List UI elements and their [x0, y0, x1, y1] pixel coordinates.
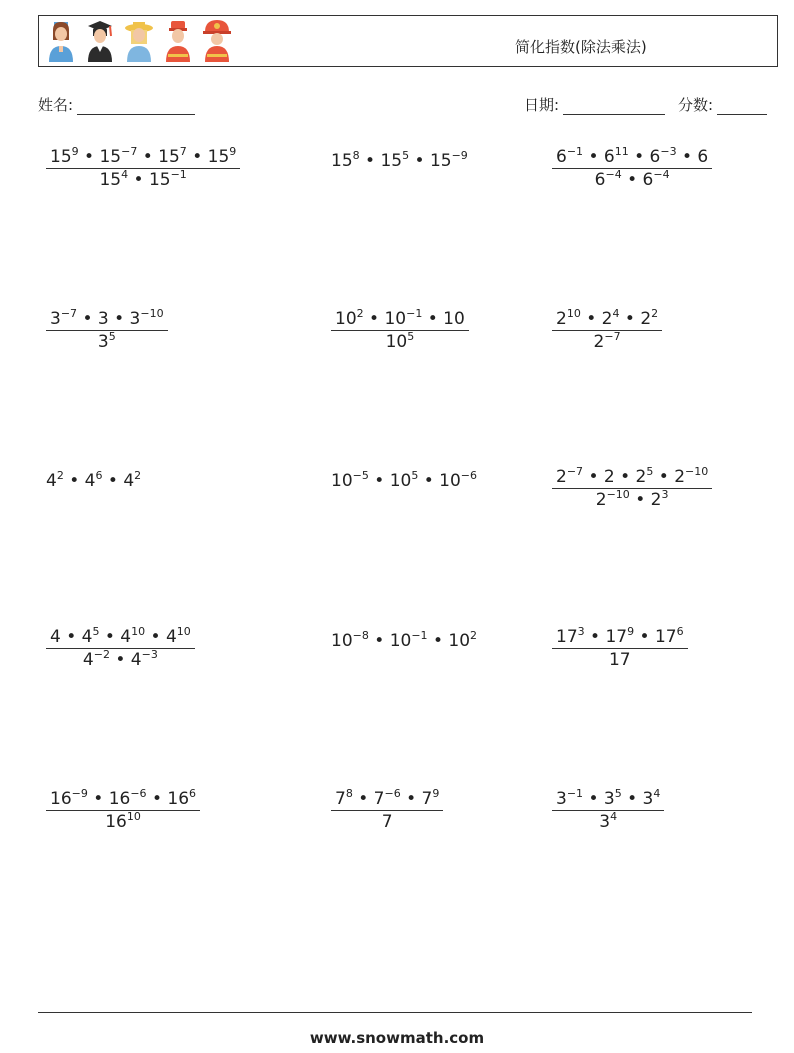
footer-url[interactable]: www.snowmath.com [309, 1029, 485, 1047]
date-line[interactable] [563, 98, 665, 115]
page-title: 简化指数(除法乘法) [515, 38, 647, 56]
problem-7: $4^2$ • $4^6$ • $4^2$ [46, 469, 142, 491]
header-box [38, 15, 778, 67]
problem-2: $15^8$ • $15^5$ • $15^{-9}$ [331, 149, 468, 171]
score-label: 分数: [678, 96, 714, 114]
problem-12: $\frac{17^3 • 17^9 • 17^6}{17}$ [552, 626, 688, 671]
problem-13: $\frac{16^{-9} • 16^{-6} • 16^6}{16^{10}}$ [46, 788, 200, 833]
graduate-icon [84, 18, 116, 64]
problem-1: $\frac{15^9 • 15^{-7} • 15^7 • 15^9}{15^4 • 15^{-1}}$ [46, 146, 240, 191]
problem-15: $\frac{3^{-1} • 3^5 • 3^4}{3^4}$ [552, 788, 664, 833]
name-field [38, 94, 195, 115]
problem-5: $\frac{10^2 • 10^{-1} • 10}{10^5}$ [331, 308, 469, 353]
problem-8: $10^{-5}$ • $10^5$ • $10^{-6}$ [331, 469, 478, 491]
date-field [524, 94, 665, 115]
score-line[interactable] [717, 98, 767, 115]
firefighter-helmet-icon [201, 18, 233, 64]
nurse-icon [45, 18, 77, 64]
name-line[interactable] [77, 98, 195, 115]
date-label: 日期: [524, 96, 560, 114]
problem-14: $\frac{7^8 • 7^{-6} • 7^9}{7}$ [331, 788, 443, 833]
problem-4: $\frac{3^{-7} • 3 • 3^{-10}}{3^5}$ [46, 308, 168, 353]
problem-11: $10^{-8}$ • $10^{-1}$ • $10^2$ [331, 629, 478, 651]
farmer-icon [123, 18, 155, 64]
score-field [678, 94, 767, 115]
footer-divider [38, 1012, 752, 1013]
problem-10: $\frac{4 • 4^5 • 4^{10} • 4^{10}}{4^{-2} • 4^{-3}}$ [46, 626, 195, 671]
name-label: 姓名: [38, 96, 74, 114]
avatar-row [45, 18, 233, 66]
problem-6: $\frac{2^{10} • 2^4 • 2^2}{2^{-7}}$ [552, 308, 662, 353]
firefighter-icon [162, 18, 194, 64]
problem-9: $\frac{2^{-7} • 2 • 2^5 • 2^{-10}}{2^{-10} • 2^3}$ [552, 466, 712, 511]
problem-3: $\frac{6^{-1} • 6^{11} • 6^{-3} • 6}{6^{-4} • 6^{-4}}$ [552, 146, 712, 191]
